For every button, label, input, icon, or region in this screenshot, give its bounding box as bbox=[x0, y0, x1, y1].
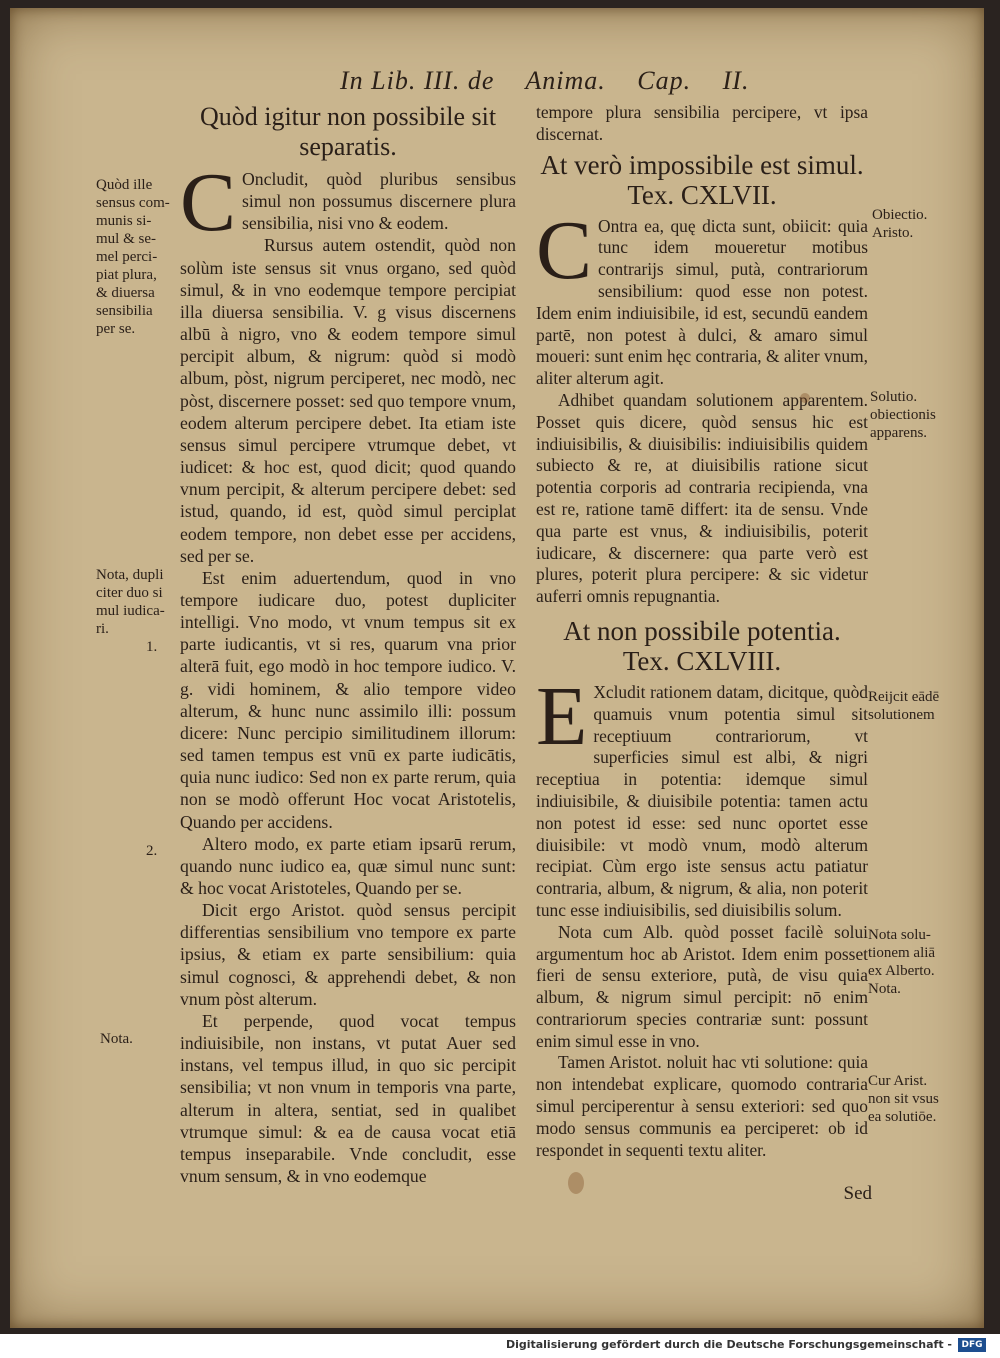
margin-note-alberto: Nota solu- tionem aliā ex Alberto. Nota. bbox=[868, 927, 936, 997]
header-cap: Cap. bbox=[637, 66, 692, 95]
right-column bbox=[536, 102, 868, 1161]
margin-note-solutio: Solutio. obiectionis apparens. bbox=[870, 389, 936, 441]
margin-note-number-1: 1. bbox=[146, 639, 158, 655]
ink-stain bbox=[568, 1172, 584, 1194]
right-heading-2 bbox=[536, 616, 868, 676]
left-column bbox=[180, 102, 516, 1187]
right-heading-2-title: At non possibile potentia. bbox=[563, 615, 841, 646]
right-paragraph-5: Tamen Aristot. noluit hac vti solutione: quia non intendebat explicare, quomodo contraria simul perciperentur à sensu exteriori: sed quo modo sensus communis ea perciperet: ob id respondet in sequenti textu aliter. bbox=[536, 1052, 868, 1160]
right-dropcap-1: C bbox=[536, 203, 593, 297]
header-book: In Lib. III. de bbox=[340, 66, 495, 95]
left-heading: Quòd igitur non possibile sit separatis. bbox=[199, 102, 497, 161]
left-paragraph-4: Altero modo, ex parte etiam ipsarū rerum, quando nunc iudico ea, quæ simul nunc sunt: & hoc vocat Aristoteles, Quando per se. bbox=[180, 833, 516, 898]
left-paragraph-6: Et perpende, quod vocat tempus indiuisibile, non instans, vt putat Auer sed instans, vel tempus illud, in quo sic percipit sensibilia; vt non vnum in temporis vna parte, alterum in altera, sentiat, sed in qualibet vtrumque simul: & ea de causa vocat etiā tempus inseparabile. Vnde concludit, esse vnum sensum, & in vno eodemque bbox=[180, 1010, 516, 1187]
left-paragraph-5: Dicit ergo Aristot. quòd sensus percipit differentias sensibilium vno tempore ex parte ipsius, & etiam ex parte sensibilium: quia simul cognosci, & apprehendi debet, & non vnum pòst alterum. bbox=[180, 900, 516, 1009]
header-chapter-number: II. bbox=[722, 66, 750, 95]
digitization-footer bbox=[0, 1334, 1000, 1358]
right-heading-1 bbox=[536, 150, 868, 210]
margin-note-nota: Nota. bbox=[100, 1031, 133, 1047]
right-paragraph-3: Xcludit rationem datam, dicitque, quòd quamuis vnum potentia simul sit receptiuum contrariorum, vt superficies simul est albi, & nigri receptiua in potentia: idemque simul indiuisibile, & diuisibile potentia: tamen actu non potest id esse: sed nunc oportet esse diuisibile: vt modò vnum, modò alterum recipiat. Cùm ergo iste sensus actu patiatur contraria, album, & nigrum, & alia, non poterit tunc esse indiuisibilis, sed diuisibilis solum. bbox=[536, 681, 868, 920]
margin-note-obiectio: Obiectio. Aristo. bbox=[872, 207, 928, 241]
right-paragraph-2: Adhibet quandam solutionem apparentem. Posset quis dicere, quòd sensus hic est indiuisibilis, & diuisibilis: indiuisibilis quidem subiecto & re, at diuisibilis ratione sicut potentia corporis ad contraria recipienda, vna est re, ratione tamē differt: ita de sensu. Vnde qua parte est vnus, & indiuisibilis, poterit iudicare, & discernere: qua parte verò est plures, poterit plura percipere: & sic videtur auferri omnis repugnantia. bbox=[536, 389, 868, 607]
right-heading-1-title: At verò impossibile est simul. bbox=[540, 149, 864, 180]
catchword: Sed bbox=[843, 1183, 872, 1204]
left-dropcap: C bbox=[180, 156, 237, 249]
margin-note-dupliciter: Nota, dupli citer duo si mul iudica- ri. bbox=[96, 567, 165, 637]
right-heading-1-tex: Tex. CXLVII. bbox=[627, 179, 777, 210]
margin-note-sensus-communis: Quòd ille sensus com- munis si- mul & se- mel perci- piat plura, & diuersa sensibilia per se. bbox=[96, 177, 170, 337]
left-paragraph-2: Rursus autem ostendit, quòd non solùm iste sensus sit vnus organo, sed quòd simul, & in vno eodemque tempore percipiat illa diuersa sensibilia. V. g visus discernens albū à nigro, vno & eodem tempore simul percipit album, & nigrum: quòd si modò album, pòst, nigrum perciperet, nec modò, nec pòst, discernere posset: sed quo tempore vnum, eodem alterum percipere debet. Ita etiam iste sensus simul percipere vtrumque debet, vt iudicet: & hoc est, quod dicit; quod quando vnum percipit, & alterum percipere debet: sed istud, quando, id est, quòd simul perciplat eodem tempore, non debet esse per accidens, sed per se. bbox=[180, 235, 516, 566]
right-paragraph-4: Nota cum Alb. quòd posset facilè solui argumentum hoc ab Aristot. Idem enim posset fieri de sensu exteriore, putà, de visu quia album, & nigrum simul percipit: nō enim contrariorum species contrariæ sunt: possunt enim simul esse in vno. bbox=[536, 921, 868, 1051]
left-paragraph-1: Oncludit, quòd pluribus sensibus simul non possumus discernere plura sensibilia, nisi vno & eodem. bbox=[242, 169, 516, 234]
left-paragraph-3: Est enim aduertendum, quod in vno tempore iudicare duo, potest dupliciter intelligi. Vno modo, vt vnum tempus sit ex parte iudicantis, vt si res, quarum vna prior alterā fuit, ego modò in hoc tempore iudico. V. g. vidi hominem, & alio tempore video alterum, & hunc nunc assimilo illi: possum dicere: Nunc percipio similitudinem illorum: sed tamen tempus est vnū ex parte iudicātis, quia nunc iudico: Sed non ex parte rerum, quia non se modò offerunt Hoc vocat Aristotelis, Quando per accidens. bbox=[180, 567, 516, 832]
dfg-logo: DFG bbox=[958, 1338, 986, 1352]
footer-credit: Digitalisierung gefördert durch die Deutsche Forschungsgemeinschaft - bbox=[505, 1338, 952, 1351]
right-dropcap-2: E bbox=[536, 669, 588, 763]
running-header bbox=[340, 66, 773, 96]
ink-stain bbox=[800, 393, 810, 403]
header-anima: Anima. bbox=[525, 66, 606, 95]
margin-note-number-2: 2. bbox=[146, 843, 158, 859]
right-paragraph-1: Ontra ea, quę dicta sunt, obiicit: quia tunc idem moueretur motibus contrarijs simul, putà, contrariorum sensibilium: quod esse non potest. Idem enim indiuisibile, id est, secundū eandem partē, non potest à dulci, & amaro simul moueri: sunt enim hęc contraria, & aliter vnum, aliter alterum agit. bbox=[536, 215, 868, 389]
margin-note-reijcit: Reijcit eādē solutionem bbox=[868, 689, 940, 723]
right-heading-2-tex: Tex. CXLVIII. bbox=[622, 645, 782, 676]
margin-note-cur-arist: Cur Arist. non sit vsus ea solutiōe. bbox=[868, 1073, 939, 1125]
right-top-text: tempore plura sensibilia percipere, vt ipsa discernat. bbox=[536, 102, 868, 144]
